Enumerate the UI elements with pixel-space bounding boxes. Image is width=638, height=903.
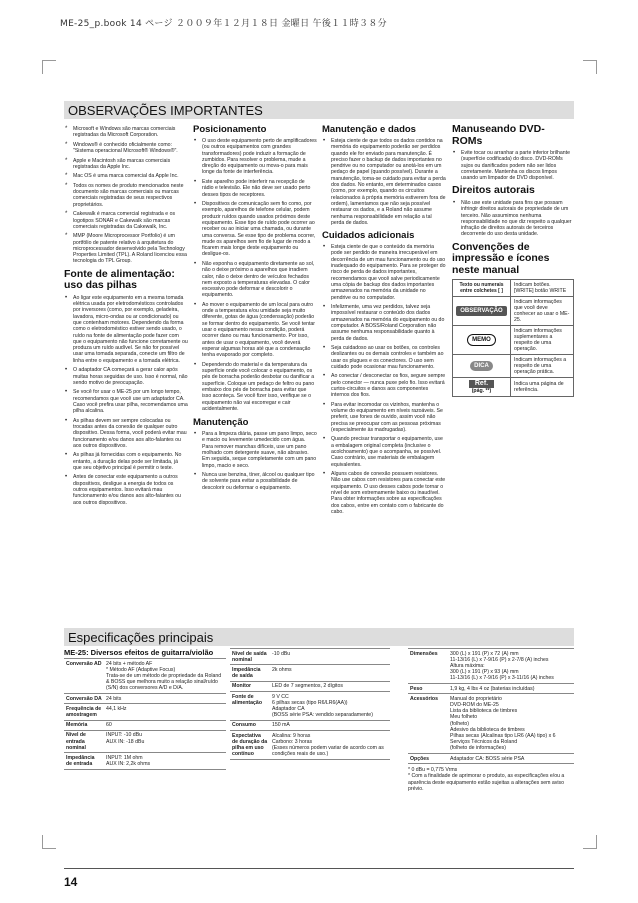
crop-mark-bottom-left: [42, 835, 56, 849]
list-item: * Mac OS é uma marca comercial da Apple Inc.: [64, 173, 188, 179]
list-item: • Alguns cabos de conexão possuem resistores. Não use cabos com resistores para conectar este equipamento. O uso desses cabos pode tornar o nível de som extremamente baixo ou inaudível. Para obter informações sobre as especificações dos cabos, entre em contato com o fabricante do cabo.: [322, 471, 446, 515]
list-item: • O adaptador CA começará a gerar calor após muitas horas seguidas de uso. Isso é normal, não sendo motivo de preocupação.: [64, 367, 188, 386]
table-row: [230, 649, 390, 665]
table-row: [64, 694, 226, 704]
conventions-table: [452, 279, 574, 397]
list-item: • Evite tocar ou arranhar a parte inferior brilhante (superfície codificada) do disco. DVD-ROMs sujos ou danificados podem não ser lidos corretamente. Mantenha os discos limpos usando um limpador de DVD disponível.: [452, 150, 574, 181]
dvd-list: [452, 150, 574, 181]
convention-key: [453, 378, 511, 397]
ref-page-label: (pág. **): [471, 388, 492, 395]
manut-dados-list: [322, 138, 446, 226]
convention-key: Texto ou numerais entre colchetes [ ]: [453, 280, 511, 297]
list-item: • Não use este unidade para fins que possam infringir direitos autorais de propriedade de um terceiro. Não assumimos nenhuma responsabilidade no que diz respeito a qualquer infração de direitos autorais de terceiros decorrente do uso desta unidade.: [452, 200, 574, 238]
spec-key: Conversão AD: [64, 659, 104, 694]
spec-key: Conversão DA: [64, 694, 104, 704]
memo-badge: MEMO: [467, 334, 496, 346]
list-item: * Microsoft e Windows são marcas comerciais registradas da Microsoft Corporation.: [64, 126, 188, 139]
table-row: [230, 681, 390, 691]
table-row: [453, 326, 574, 355]
convention-value: Indicam botões. [WRITE] botão WRITE: [511, 280, 574, 297]
spec-key: Acessórios: [408, 694, 448, 754]
table-row: [453, 355, 574, 378]
table-row: [453, 280, 574, 297]
heading-convencoes: Convenções de impressão e ícones neste manual: [452, 240, 550, 276]
list-item: • Se você for usar o ME-25 por um longo tempo, recomendamos que você use um adaptador CA. Caso você prefira usar pilha, recomendamos uma pilha alcalina.: [64, 389, 188, 414]
ref-badge: Ref.: [469, 380, 494, 388]
heading-autorais: Direitos autorais: [452, 184, 535, 197]
spec-key: Expectativa de duração da pilha em uso contínuo: [230, 731, 270, 760]
manut-list: [193, 431, 317, 491]
spec-key: Dimensões: [408, 649, 448, 684]
list-item: * Windows® é conhecido oficialmente como: "Sistema operacional Microsoft® Windows®".: [64, 142, 188, 155]
fonte-list: [64, 295, 188, 506]
column-2: [193, 124, 317, 494]
table-row: [64, 704, 226, 720]
list-item: • As pilhas já fornecidas com o equipamento. No entanto, a duração delas pode ser limitada, já que seu objetivo principal é permitir o teste.: [64, 452, 188, 471]
table-row: [64, 730, 226, 753]
spec-value: 24 bits + método AF * Método AF (Adaptive Focus) Trata-se de um método de propriedade da Roland & BOSS que melhora muito a relação sinal/ruído (S/N) dos conversores A/D e D/A.: [104, 659, 226, 694]
list-item: • Ao ligar este equipamento em a mesma tomada elétrica usada por eletrodomésticos controlados por inversores (como, por exemplo, geladeira, lavadora, micro-ondas ou ar condicionado) ou que contenham motores. Dependendo da forma como o eletrodoméstico estiver sendo usado, o ruído na fonte de alimentação pode fazer com que o equipamento não funcione corretamente ou produza um ruído audível. Se não for possível usar uma tomada separada, conecte um filtro de linha entre o equipamento e a tomada elétrica.: [64, 295, 188, 364]
table-row: [64, 720, 226, 730]
list-item: • Esteja ciente de que todos os dados contidos na memória do equipamento poderão ser perdidos quando ele for enviado para manutenção. É preciso fazer o backup de dados importantes no pendrive ou no computador ou anotá-los em um pedaço de papel (quando possível). Durante a manutenção, toma-se cuidado para evitar a perda dos dados. No entanto, em determinados casos (como, por exemplo, quando os circuitos relacionados à própria memória estiverem fora de ordem), lamentamos que não seja possível restaurar os dados, e a Roland não assume nenhuma responsabilidade em relação a tal perda de dados.: [322, 138, 446, 226]
spec-note: * 0 dBu = 0,775 Vrms: [408, 767, 458, 774]
table-row: [408, 754, 574, 764]
trademarks-list: [64, 126, 188, 265]
spec-key: Consumo: [230, 720, 270, 730]
list-item: • Para evitar incomodar os vizinhos, mantenha o volume do equipamento em níveis razoáveis. Se preferir, use fones de ouvido, assim você não precisa se preocupar com as pessoas próximas (especialmente às madrugadas).: [322, 402, 446, 433]
spec-key: Nível de entrada nominal: [64, 730, 104, 753]
table-row: [408, 684, 574, 694]
table-row: [453, 297, 574, 326]
spec-value: 300 (L) x 191 (P) x 72 (A) mm 11-13/16 (L) x 7-9/16 (P) x 2-7/8 (A) inches Altura máxima: 300 (L) x 191 (P) x 93 (A) mm 11-13/16 (L) x 7-9/16 (P) x 3-11/16 (A) inches: [448, 649, 574, 684]
spec-column-1: [64, 658, 226, 770]
table-row: [230, 665, 390, 681]
table-row: [64, 659, 226, 694]
autorais-list: [452, 200, 574, 238]
spec-value: -10 dBu: [270, 649, 390, 665]
table-row: [453, 378, 574, 397]
list-item: • Nunca use benzina, tíner, álcool ou qualquer tipo de solvente para evitar a possibilidade de descolorir ou deformar o equipamento.: [193, 472, 317, 491]
list-item: • Para a limpeza diária, passe um pano limpo, seco e macio ou levemente umedecido com água. Para remover manchas difíceis, use um pano molhado com detergente suave, não abrasivo. Em seguida, seque completamente com um pano limpo, macio e seco.: [193, 431, 317, 469]
spec-note: * Com a finalidade de aprimorar o produto, as especificações e/ou a aparência deste equipamento estão sujeitas a alterações sem aviso prévio.: [408, 773, 565, 792]
convention-key: [453, 326, 511, 355]
spec-value: INPUT: 1M ohm AUX IN: 2,2k ohms: [104, 753, 226, 769]
table-row: [230, 720, 390, 730]
spec-key: Memória: [64, 720, 104, 730]
section-title-spec: Especificações principais: [68, 630, 214, 645]
spec-key: Fonte de alimentação: [230, 692, 270, 721]
crop-mark-top-right: [583, 60, 597, 74]
list-item: • Seja cuidadoso ao usar os botões, os controles deslizantes ou os demais controles e também ao usar os plugues e os conectores. O uso sem cuidado pode ocasionar mau funcionamento.: [322, 345, 446, 370]
list-item: • O uso deste equipamento perto de amplificadores (ou outros equipamentos com grandes transformadores) pode induzir a formação de zumbidos. Para resolver o problema, mude a direção do equipamento ou mova-o para mais longe da fonte de interferência.: [193, 138, 317, 176]
spec-value: 9 V CC 6 pilhas secas (tipo R6/LR6(AA)) Adaptador CA (BOSS série PSA: vendido separadamente): [270, 692, 390, 721]
heading-fonte: Fonte de alimentação: uso das pilhas: [64, 267, 175, 292]
heading-posicionamento: Posicionamento: [193, 124, 267, 135]
observacao-badge: OBSERVAÇÃO: [456, 306, 506, 316]
spec-notes: [408, 767, 574, 792]
spec-key: Frequência de amostragem: [64, 704, 104, 720]
heading-cuidados: Cuidados adicionais: [322, 230, 415, 242]
list-item: • Ao conectar / desconectar os fios, segure sempre pelo conector — nunca puxe pelo fio. Isso evitará curtos-circuitos e danos aos componentes internos dos fios.: [322, 373, 446, 398]
spec-value: 60: [104, 720, 226, 730]
spec-value: Alcalina: 9 horas Carbono: 3 horas (Esses números podem variar de acordo com as condições reais de uso.): [270, 731, 390, 760]
spec-value: LED de 7 segmentos, 2 dígitos: [270, 681, 390, 691]
spec-value: 24 bits: [104, 694, 226, 704]
list-item: • Dependendo do material e da temperatura da superfície onde você colocar o equipamento, os pés de borracha poderão desbotar ou danificar a superfície. Coloque um pedaço de feltro ou pano embaixo dos pés de borracha para evitar que isso aconteça. Se você fizer isso, verifique se o equipamento não vai escorregar e cair acidentalmente.: [193, 362, 317, 412]
heading-manutencao-dados: Manutenção e dados: [322, 124, 416, 135]
spec-value: Manual do proprietário DVD-ROM do ME-25 Lista da biblioteca de timbres Meu folheto (folheto) Adesivo da biblioteca de timbres Pilhas secas (Alcalinas tipo LR6 (AA) tipo) x 6 Serviços Técnicos da Roland (folheto de informações): [448, 694, 574, 754]
column-1: [64, 126, 188, 509]
section-title-obs: OBSERVAÇÕES IMPORTANTES: [68, 103, 263, 118]
spec-value: 2k ohms: [270, 665, 390, 681]
crop-mark-top-left: [42, 60, 56, 74]
list-item: • Ao mover o equipamento de um local para outro onde a temperatura e/ou umidade seja muito diferente, gotas de água (condensação) poderão se formar dentro do equipamento. Se você tentar usar o equipamento nessa condição, poderá ocorrer dano ou mau funcionamento. Por isso, antes de usar o equipamento, você deverá esperar algumas horas até que a condensação tenha evaporado por completo.: [193, 302, 317, 359]
spec-key: Opções: [408, 754, 448, 764]
table-row: [230, 692, 390, 721]
cuidados-list: [322, 244, 446, 515]
spec-value: 1,9 kg, 4 lbs 4 oz (baterias incluídas): [448, 684, 574, 694]
spec-column-3: [408, 648, 574, 792]
column-3: [322, 124, 446, 518]
print-header: ME-25_p.book 14 ページ ２００９年１２月１８日 金曜日 午後１１時３８分: [60, 19, 387, 29]
table-row: [230, 731, 390, 760]
spec-value: 150 mA: [270, 720, 390, 730]
spec-key: Impedância de entrada: [64, 753, 104, 769]
crop-mark-bottom-right: [583, 835, 597, 849]
list-item: • Não exponha o equipamento diretamente ao sol, não o deixe próximo a aparelhos que irradiem calor, não o deixe dentro de veículos fechados nem exposto a temperaturas elevadas. O calor excessivo pode deformar e descolorir o equipamento.: [193, 261, 317, 299]
pos-list: [193, 138, 317, 412]
footer-rule: [64, 868, 574, 869]
list-item: • Infelizmente, uma vez perdidos, talvez seja impossível restaurar o conteúdo dos dados armazenados na memória do equipamento ou do computador. A BOSS/Roland Corporation não assume nenhuma responsabilidade quanto à perda de dados.: [322, 304, 446, 342]
list-item: • Dispositivos de comunicação sem fio como, por exemplo, aparelhos de telefone celular, podem produzir ruídos quando usados próximos deste equipamento. Esse tipo de ruído pode ocorrer ao receber ou ao iniciar uma chamada, ou durante uma conversa. Se esse tipo de problema ocorrer, mude os aparelhos sem fio de lugar de modo a ficarem mais longe deste equipamento ou desligue-os.: [193, 201, 317, 258]
list-item: • As pilhas devem ser sempre colocadas ou trocadas antes da conexão de qualquer outro dispositivo. Dessa forma, você poderá evitar mau funcionamento e/ou danos aos alto-falantes ou aos outros dispositivos.: [64, 418, 188, 449]
convention-value: Indicam informações a respeito de uma operação prática.: [511, 355, 574, 378]
page-number: 14: [64, 875, 78, 889]
convention-value: Indicam informações que você deve conhecer ao usar o ME-25.: [511, 297, 574, 326]
table-row: [64, 753, 226, 769]
table-row: [408, 694, 574, 754]
list-item: * Cakewalk é marca comercial registrada e os logotipos SONAR e Cakewalk são marcas comerciais registradas da Cakewalk, Inc.: [64, 211, 188, 230]
spec-column-2: [230, 648, 390, 760]
list-item: • Esteja ciente de que o conteúdo da memória pode ser perdido de maneira irrecuperável em decorrência de um mau funcionamento ou do uso inadequado do equipamento. Para se proteger do risco de perda de dados importantes, recomendamos que você salve periodicamente uma cópia de backup dos dados importantes armazenados na memória da unidade no pendrive ou no computador.: [322, 244, 446, 301]
list-item: • Quando precisar transportar o equipamento, use a embalagem original completa (inclusive o acolchoamento) que o acompanha, se possível. Caso contrário, use materiais de embalagem equivalentes.: [322, 436, 446, 467]
spec-value: Adaptador CA: BOSS série PSA: [448, 754, 574, 764]
spec-key: Monitor: [230, 681, 270, 691]
convention-value: Indica uma página de referência.: [511, 378, 574, 397]
list-item: * Apple e Macintosh são marcas comerciais registradas da Apple Inc.: [64, 158, 188, 171]
spec-subtitle: ME-25: Diversos efeitos de guitarra/violão: [64, 648, 214, 657]
convention-key: [453, 297, 511, 326]
spec-key: Peso: [408, 684, 448, 694]
spec-value: 44,1 kHz: [104, 704, 226, 720]
convention-key: [453, 355, 511, 378]
list-item: * MMP (Moore Microprocessor Portfolio) é um portfólio de patente relativo à arquitetura do microprocessador desenvolvido pela Technology Properties Limited (TPL). A Roland licenciou essa tecnologia do TPL Group.: [64, 233, 188, 264]
list-item: * Todos os nomes de produto mencionados neste documento são marcas comerciais ou marcas comerciais registradas de seus respectivos proprietários.: [64, 183, 188, 208]
spec-key: Impedância de saída: [230, 665, 270, 681]
convention-value: Indicam informações suplementares a respeito de uma operação.: [511, 326, 574, 355]
table-row: [408, 649, 574, 684]
column-4: [452, 124, 574, 397]
spec-key: Nível de saída nominal: [230, 649, 270, 665]
list-item: • Antes de conectar este equipamento a outros dispositivos, desligue a energia de todos os outros equipamentos. Isso evitará mau funcionamento e/ou danos aos alto-falantes ou aos outros dispositivos.: [64, 474, 188, 505]
spec-value: INPUT: -10 dBu AUX IN: -18 dBu: [104, 730, 226, 753]
list-item: • Este aparelho pode interferir na recepção de rádio e televisão. Ele não deve ser usado perto desses tipos de receptores.: [193, 179, 317, 198]
heading-manutencao: Manutenção: [193, 417, 249, 429]
dica-badge: DICA: [470, 361, 493, 371]
heading-dvd: Manuseando DVD-ROMs: [452, 123, 545, 147]
